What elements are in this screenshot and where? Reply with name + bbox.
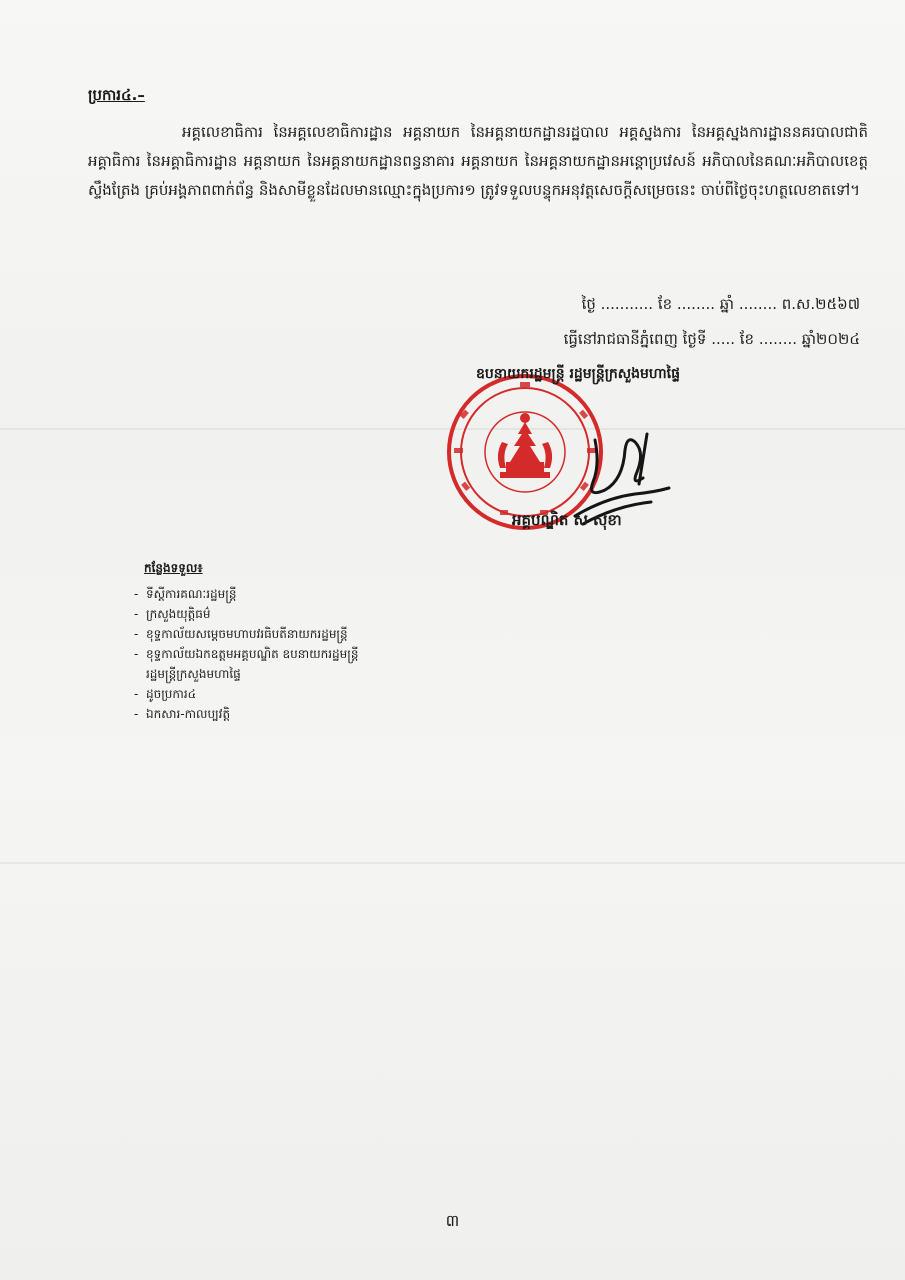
recipient-label: ឯកសារ-កាលប្បវត្តិ (146, 707, 231, 721)
signer-title: ឧបនាយករដ្ឋមន្ត្រី រដ្ឋមន្ត្រីក្រសួងមហាផ្ទៃ (476, 366, 681, 382)
list-item-continuation (134, 664, 358, 684)
list-item: - ឯកសារ-កាលប្បវត្តិ (134, 707, 231, 721)
list-item: - ទីស្តីការគណៈរដ្ឋមន្ត្រី (134, 587, 237, 601)
page-number: ៣ (445, 1211, 460, 1230)
recipient-label: ដូចប្រការ៤ (146, 687, 197, 701)
signer-name: អគ្គបណ្ឌិត ស សុខា (512, 511, 622, 529)
recipients-title: កន្លែងទទួល៖ (144, 561, 203, 575)
lunar-date-line: ថ្ងៃ ........... ខែ ........ ឆ្នាំ ........ ព.ស.២៥៦៧ (581, 295, 860, 313)
list-item: - ខុទ្ទកាល័យឯកឧត្តមអគ្គបណ្ឌិត ឧបនាយករដ្ឋមន្ត្រី (134, 647, 359, 661)
recipient-label: ខុទ្ទកាល័យឯកឧត្តមអគ្គបណ្ឌិត ឧបនាយករដ្ឋមន្ត្រី (146, 647, 359, 661)
recipient-label: ខុទ្ទកាល័យសម្តេចមហាបវរធិបតីនាយករដ្ឋមន្ត្រី (146, 627, 348, 641)
list-item: - ដូចប្រការ៤ (134, 687, 197, 701)
recipients-block (134, 560, 358, 724)
article-heading: ប្រការ៤.– (88, 86, 145, 104)
recipient-label: រដ្ឋមន្ត្រីក្រសួងមហាផ្ទៃ (146, 667, 241, 681)
recipient-label: ទីស្តីការគណៈរដ្ឋមន្ត្រី (146, 587, 237, 601)
paper-fold-line (0, 862, 905, 864)
body-paragraph: អគ្គលេខាធិការ នៃអគ្គលេខាធិការដ្ឋាន អគ្គនាយក នៃអគ្គនាយកដ្ឋានរដ្ឋបាល អគ្គស្នងការ នៃអគ្គស្នងការដ្ឋាននគរបាលជាតិ អគ្គាធិការ នៃអគ្គាធិការដ្ឋាន អគ្គនាយក នៃអគ្គនាយកដ្ឋានពន្ធនាគារ អគ្គនាយក នៃអគ្គនាយកដ្ឋានអន្តោប្រវេសន៍ អភិបាលនៃគណៈអភិបាលខេត្តស្ទឹងត្រែង គ្រប់អង្គភាពពាក់ព័ន្ធ និងសាមីខ្លួនដែលមានឈ្មោះក្នុងប្រការ១ ត្រូវទទួលបន្ទុកអនុវត្តសេចក្តីសម្រេចនេះ ចាប់ពីថ្ងៃចុះហត្ថលេខាតទៅ។ (88, 123, 868, 199)
list-item: - ខុទ្ទកាល័យសម្តេចមហាបវរធិបតីនាយករដ្ឋមន្ត្រី (134, 627, 348, 641)
list-item: - ក្រសួងយុត្តិធម៌ (134, 607, 211, 621)
recipients-list (134, 584, 358, 724)
solar-date-line: ធ្វើនៅរាជធានីភ្នំពេញ ថ្ងៃទី ..... ខែ ........ ឆ្នាំ២០២៤ (563, 330, 860, 348)
recipient-label: ក្រសួងយុត្តិធម៌ (146, 607, 211, 621)
